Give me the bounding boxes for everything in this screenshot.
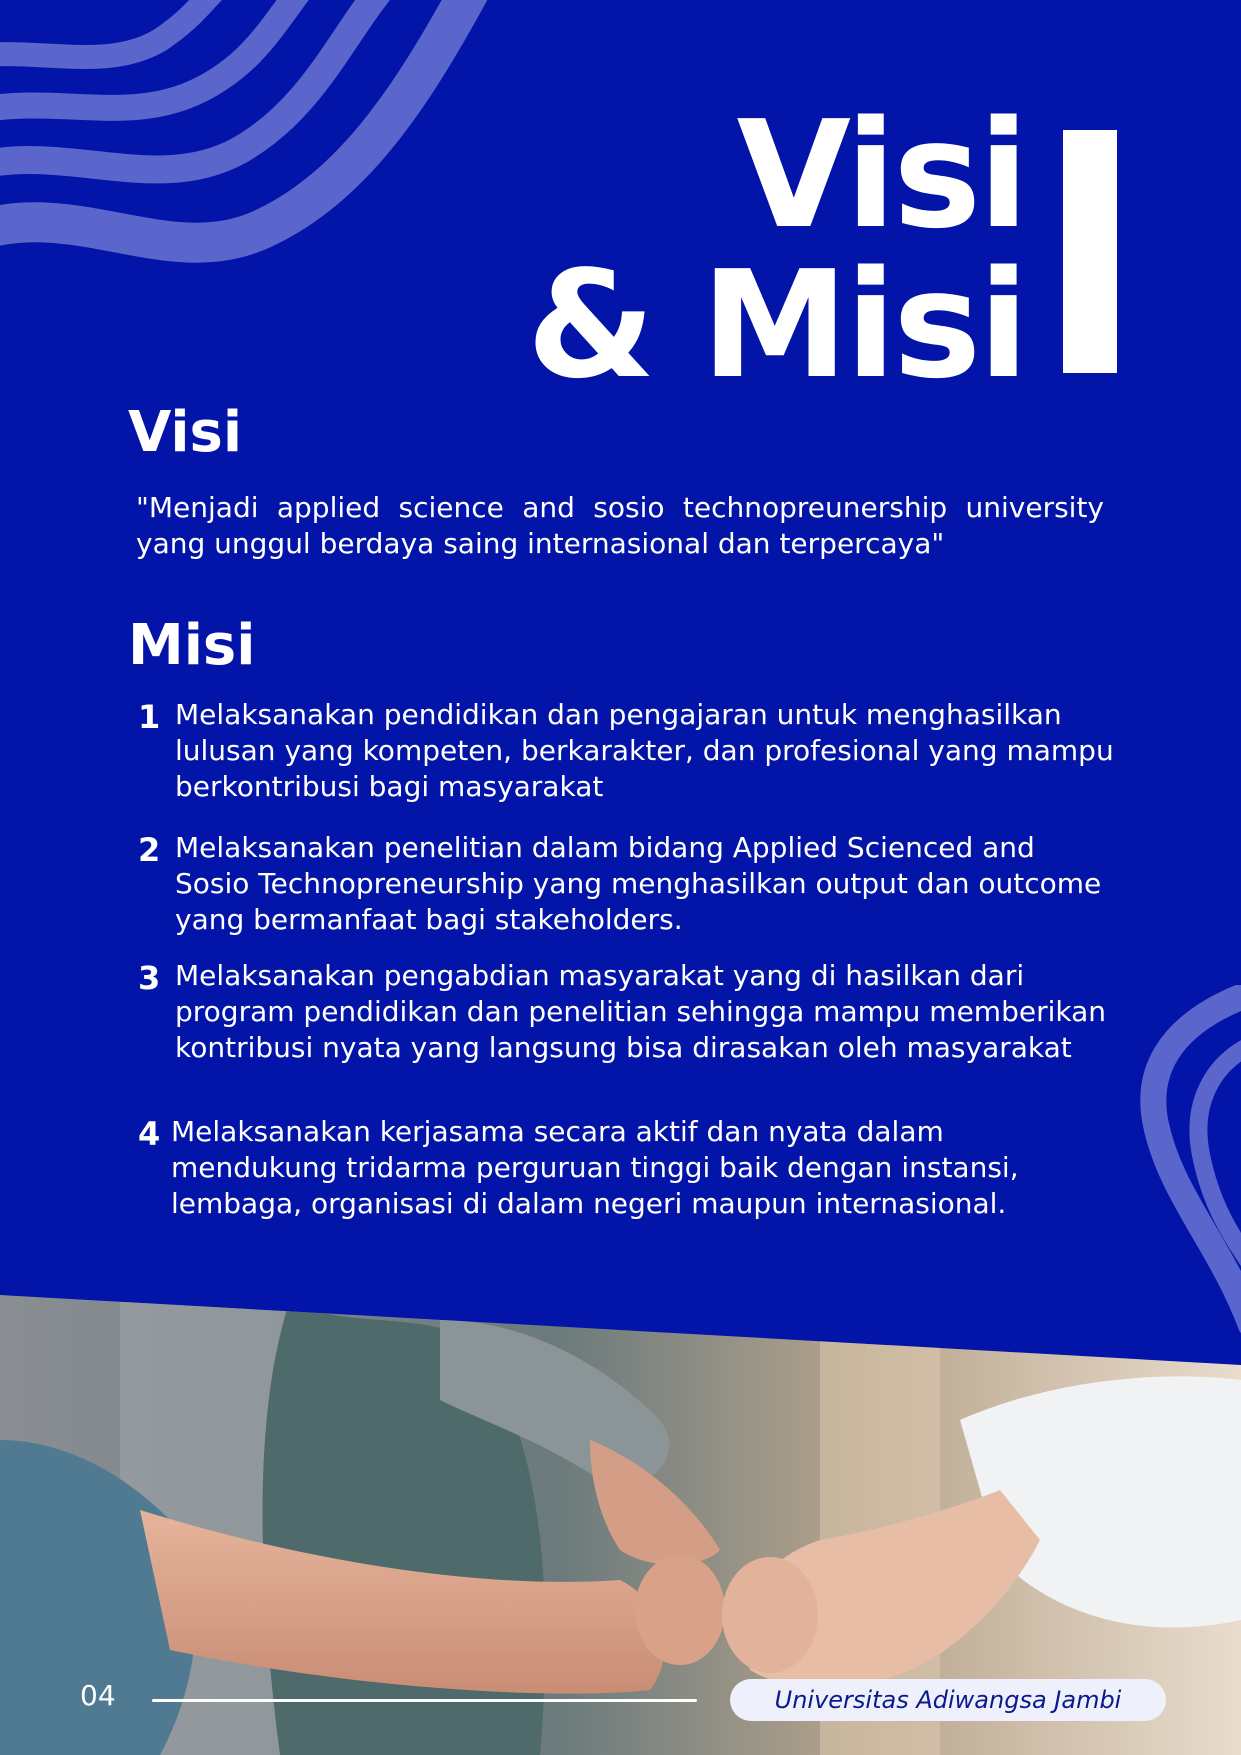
misi-item-text: Melaksanakan pendidikan dan pengajaran untuk menghasilkan lulusan yang kompeten, berkarakter, dan profesional yang mampu berkontribusi bagi masyarakat — [175, 698, 1114, 803]
page-title-line2: & Misi — [526, 239, 1026, 411]
misi-item-text: Melaksanakan pengabdian masyarakat yang di hasilkan dari program pendidikan dan penelitian sehingga mampu memberikan kontribusi nyata yang langsung bisa dirasakan oleh masyarakat — [175, 959, 1106, 1064]
institution-badge: Universitas Adiwangsa Jambi — [730, 1679, 1166, 1721]
page-title-line1: Visi — [736, 89, 1026, 261]
misi-item-number: 2 — [138, 831, 161, 869]
page-title — [526, 89, 1026, 411]
visi-statement: "Menjadi applied science and sosio technopreunership university yang unggul berdaya saing internasional dan terpercaya" — [136, 491, 1104, 560]
page-number: 04 — [80, 1679, 116, 1712]
misi-item-number: 3 — [138, 959, 161, 997]
misi-item-number: 1 — [138, 698, 161, 736]
footer-divider — [152, 1699, 697, 1702]
title-accent-bar — [1063, 130, 1117, 373]
visi-heading: Visi — [128, 400, 243, 465]
misi-item-text: Melaksanakan kerjasama secara aktif dan nyata dalam mendukung tridarma perguruan tinggi baik dengan instansi, lembaga, organisasi di dalam negeri maupun internasional. — [171, 1115, 1019, 1220]
misi-item-text: Melaksanakan penelitian dalam bidang Applied Scienced and Sosio Technopreneurship yang menghasilkan output dan outcome yang bermanfaat bagi stakeholders. — [175, 831, 1102, 936]
misi-heading: Misi — [128, 613, 256, 678]
misi-item-number: 4 — [138, 1115, 161, 1153]
